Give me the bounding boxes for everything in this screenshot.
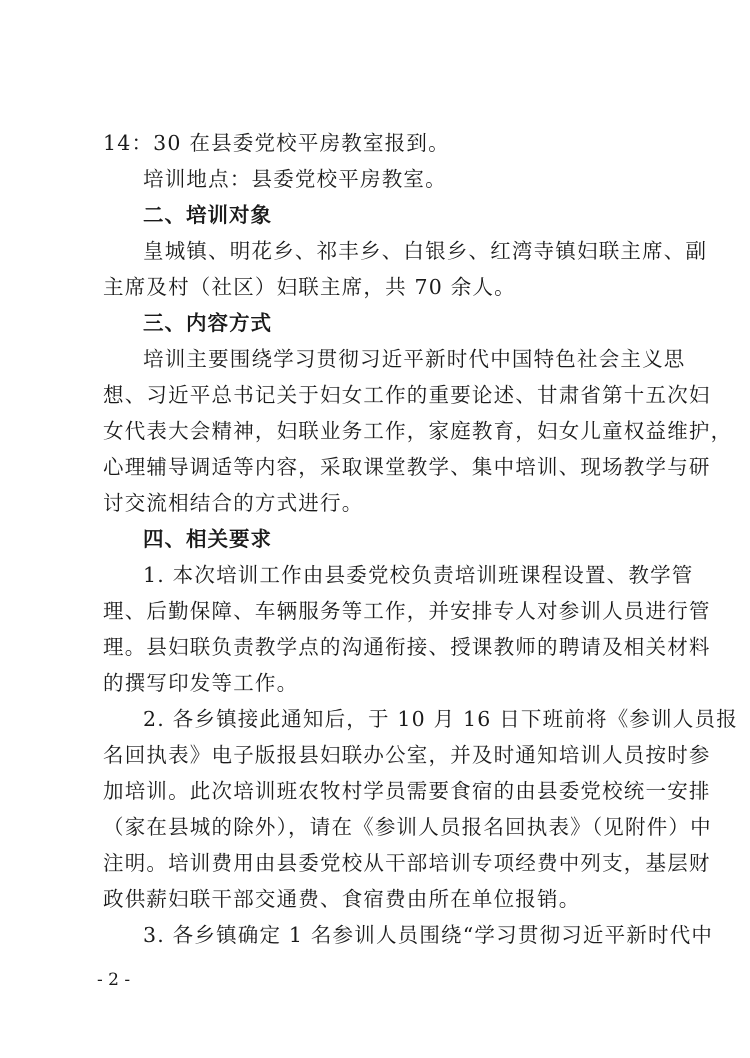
text-line: 加培训。此次培训班农牧村学员需要食宿的由县委党校统一安排 bbox=[103, 779, 711, 803]
text-line: 讨交流相结合的方式进行。 bbox=[103, 491, 364, 515]
text-line: 主席及村（社区）妇联主席，共 70 余人。 bbox=[103, 275, 516, 299]
text-line: 3. 各乡镇确定 1 名参训人员围绕“学习贯彻习近平新时代中 bbox=[143, 923, 714, 947]
text-line: 注明。培训费用由县委党校从干部培训专项经费中列支，基层财 bbox=[103, 851, 711, 875]
text-line: 心理辅导调适等内容，采取课堂教学、集中培训、现场教学与研 bbox=[103, 455, 711, 479]
text-line: 政供薪妇联干部交通费、食宿费由所在单位报销。 bbox=[103, 887, 581, 911]
section-heading-content-method: 三、内容方式 bbox=[143, 311, 272, 335]
text-line: 培训主要围绕学习贯彻习近平新时代中国特色社会主义思 bbox=[143, 347, 686, 371]
text-line: 2. 各乡镇接此通知后，于 10 月 16 日下班前将《参训人员报 bbox=[143, 707, 738, 731]
text-line: 想、习近平总书记关于妇女工作的重要论述、甘肃省第十五次妇 bbox=[103, 383, 711, 407]
text-line: 皇城镇、明花乡、祁丰乡、白银乡、红湾寺镇妇联主席、副 bbox=[143, 239, 708, 263]
text-line: 14：30 在县委党校平房教室报到。 bbox=[103, 131, 450, 155]
page-number: - 2 - bbox=[97, 970, 131, 990]
text-line: 理、后勤保障、车辆服务等工作，并安排专人对参训人员进行管 bbox=[103, 599, 711, 623]
text-line: 理。县妇联负责教学点的沟通衔接、授课教师的聘请及相关材料 bbox=[103, 635, 711, 659]
text-line: 女代表大会精神，妇联业务工作，家庭教育，妇女儿童权益维护， bbox=[103, 419, 733, 443]
text-line: 1. 本次培训工作由县委党校负责培训班课程设置、教学管 bbox=[143, 563, 694, 587]
text-line: 名回执表》电子版报县妇联办公室，并及时通知培训人员按时参 bbox=[103, 743, 711, 767]
text-line: （家在县城的除外），请在《参训人员报名回执表》（见附件）中 bbox=[103, 815, 712, 839]
section-heading-requirements: 四、相关要求 bbox=[143, 527, 272, 551]
text-line: 的撰写印发等工作。 bbox=[103, 671, 299, 695]
section-heading-training-target: 二、培训对象 bbox=[143, 203, 272, 227]
text-line: 培训地点：县委党校平房教室。 bbox=[143, 167, 447, 191]
